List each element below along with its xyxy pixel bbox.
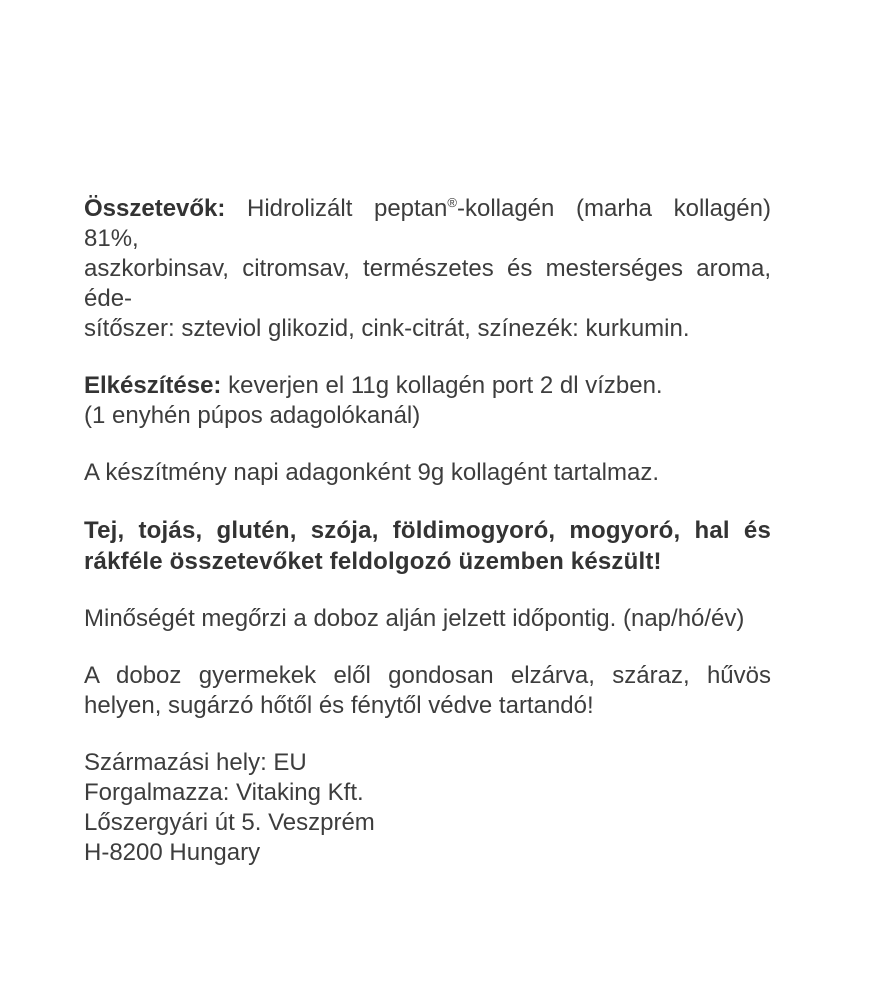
text-segment: A doboz gyermekek elől gondosan elzárva, száraz, hűvös — [84, 662, 771, 689]
paragraph-allergen-warning — [84, 515, 771, 577]
registered-trademark-symbol: ® — [447, 195, 457, 210]
paragraph-ingredients — [84, 194, 771, 344]
text-segment: Minőségét megőrzi a doboz alján jelzett időpontig. (nap/hó/év) — [84, 605, 745, 632]
paragraph-distributor — [84, 748, 771, 868]
bold-text-segment: Tej, tojás, glutén, szója, földimogyoró, mogyoró, hal és — [84, 517, 771, 544]
label-line — [84, 691, 771, 721]
label-line — [84, 254, 771, 314]
label-line — [84, 401, 771, 431]
text-segment: aszkorbinsav, citromsav, természetes és mesterséges aroma, éde- — [84, 255, 771, 312]
label-line — [84, 838, 771, 868]
paragraph-best-before — [84, 604, 771, 634]
text-segment: H-8200 Hungary — [84, 839, 261, 866]
text-segment: -kollagén (marha kollagén) 81%, — [84, 195, 771, 252]
text-segment: A készítmény napi adagonként 9g kollagént tartalmaz. — [84, 459, 660, 486]
label-line — [84, 808, 771, 838]
text-segment: Lőszergyári út 5. Veszprém — [84, 809, 375, 836]
label-line — [84, 661, 771, 691]
label-line — [84, 546, 771, 577]
text-segment: Származási hely: EU — [84, 749, 307, 776]
text-segment: (1 enyhén púpos adagolókanál) — [84, 402, 421, 429]
label-line — [84, 194, 771, 254]
label-line — [84, 748, 771, 778]
label-line — [84, 515, 771, 546]
label-line — [84, 458, 771, 488]
label-line — [84, 371, 771, 401]
label-line — [84, 604, 771, 634]
text-segment: helyen, sugárzó hőtől és fénytől védve tartandó! — [84, 692, 594, 719]
text-segment: Hidrolizált peptan — [225, 195, 448, 222]
paragraph-preparation — [84, 371, 771, 431]
text-segment: sítőszer: szteviol glikozid, cink-citrát, színezék: kurkumin. — [84, 315, 690, 342]
product-label-text — [84, 194, 771, 895]
bold-text-segment: Elkészítése: — [84, 372, 222, 399]
text-segment: keverjen el 11g kollagén port 2 dl vízben. — [221, 372, 663, 399]
paragraph-storage — [84, 661, 771, 721]
bold-text-segment: rákféle összetevőket feldolgozó üzemben készült! — [84, 548, 662, 575]
text-segment: Forgalmazza: Vitaking Kft. — [84, 779, 364, 806]
paragraph-daily-dose — [84, 458, 771, 488]
label-line — [84, 778, 771, 808]
bold-text-segment: Összetevők: — [84, 195, 226, 222]
label-line — [84, 314, 771, 344]
